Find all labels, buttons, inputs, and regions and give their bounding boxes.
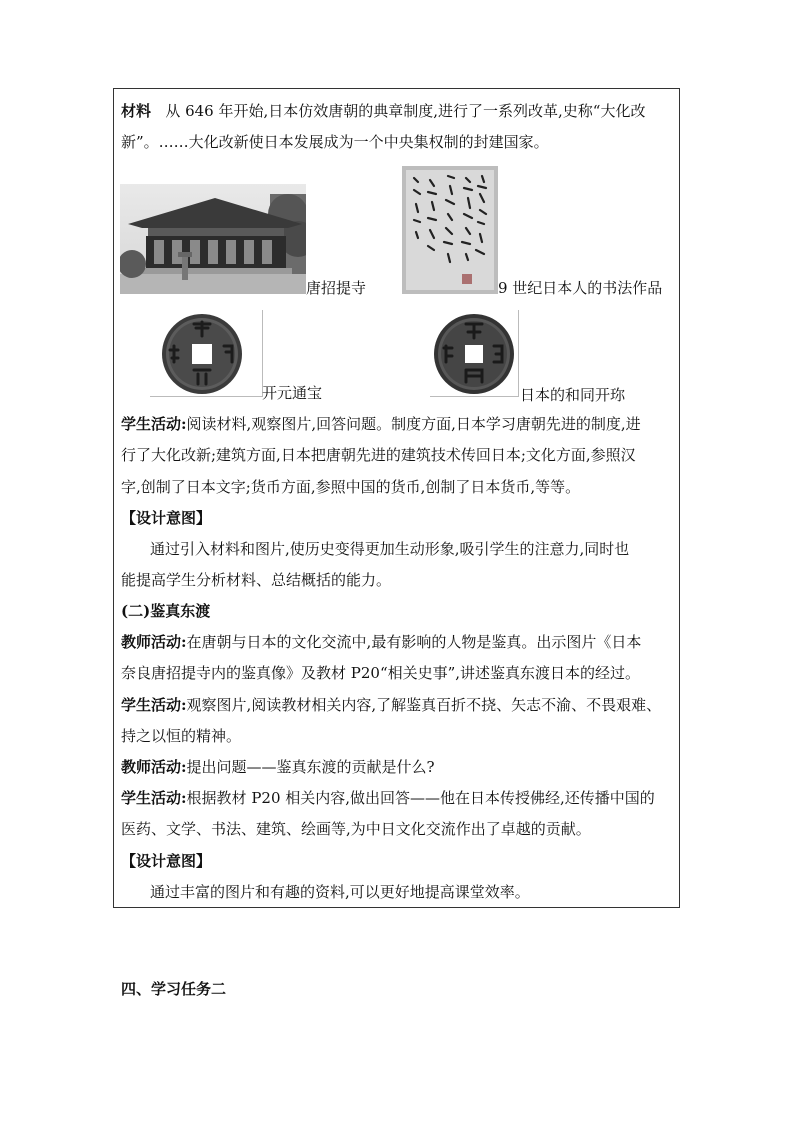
wadokaichin-caption: 日本的和同开珎 bbox=[520, 386, 626, 404]
student-activity-2-line-2: 持之以恒的精神。 bbox=[121, 727, 242, 745]
student-activity-1-text: 阅读材料,观察图片,回答问题。制度方面,日本学习唐朝先进的制度,进 bbox=[186, 415, 641, 433]
student-activity-3-line-1 bbox=[121, 788, 655, 808]
material-line-2: 新”。……大化改新使日本发展成为一个中央集权制的封建国家。 bbox=[121, 133, 549, 151]
teacher-activity-1-text: 在唐朝与日本的文化交流中,最有影响的人物是鉴真。出示图片《日本 bbox=[186, 633, 642, 651]
student-activity-1-line-1 bbox=[121, 414, 641, 434]
teacher-activity-2-line-1 bbox=[121, 757, 435, 777]
teacher-activity-1-line-1 bbox=[121, 632, 641, 652]
design-intent-1-line-1: 通过引入材料和图片,使历史变得更加生动形象,吸引学生的注意力,同时也 bbox=[150, 540, 630, 558]
kaiyuan-coin-photo bbox=[150, 310, 263, 397]
material-text-1: 从 646 年开始,日本仿效唐朝的典章制度,进行了一系列改革,史称“大化改 bbox=[165, 102, 646, 120]
calligraphy-photo bbox=[402, 166, 498, 294]
design-intent-1-title: 【设计意图】 bbox=[121, 509, 212, 527]
student-activity-3-text: 根据教材 P20 相关内容,做出回答——他在日本传授佛经,还传播中国的 bbox=[186, 789, 655, 807]
teacher-activity-2-text: 提出问题——鉴真东渡的贡献是什么? bbox=[186, 758, 435, 776]
student-activity-label: 学生活动: bbox=[121, 789, 187, 807]
student-activity-1-line-2: 行了大化改新;建筑方面,日本把唐朝先进的建筑技术传回日本;文化方面,参照汉 bbox=[121, 446, 636, 464]
design-intent-1-line-2: 能提高学生分析材料、总结概括的能力。 bbox=[121, 571, 392, 589]
wadokaichin-coin-photo bbox=[430, 310, 519, 397]
teacher-activity-1-line-2: 奈良唐招提寺内的鉴真像》及教材 P20“相关史事”,讲述鉴真东渡日本的经过。 bbox=[121, 664, 641, 682]
student-activity-2-line-1 bbox=[121, 695, 661, 715]
student-activity-1-line-3: 字,创制了日本文字;货币方面,参照中国的货币,创制了日本货币,等等。 bbox=[121, 478, 581, 496]
teacher-activity-label: 教师活动: bbox=[121, 633, 187, 651]
student-activity-3-line-2: 医药、文学、书法、建筑、绘画等,为中日文化交流作出了卓越的贡献。 bbox=[121, 820, 591, 838]
design-intent-2-title: 【设计意图】 bbox=[121, 852, 212, 870]
temple-photo bbox=[120, 184, 306, 294]
section-learning-task-2-title: 四、学习任务二 bbox=[121, 980, 227, 998]
calligraphy-caption: 9 世纪日本人的书法作品 bbox=[498, 279, 663, 297]
student-activity-label: 学生活动: bbox=[121, 696, 187, 714]
material-line-1 bbox=[121, 101, 645, 121]
section-jianzhen-title: (二)鉴真东渡 bbox=[121, 602, 211, 620]
temple-caption: 唐招提寺 bbox=[306, 279, 367, 297]
material-label: 材料 bbox=[121, 102, 152, 120]
design-intent-2-line-1: 通过丰富的图片和有趣的资料,可以更好地提高课堂效率。 bbox=[150, 883, 530, 901]
teacher-activity-label: 教师活动: bbox=[121, 758, 187, 776]
student-activity-label: 学生活动: bbox=[121, 415, 187, 433]
kaiyuan-caption: 开元通宝 bbox=[262, 384, 323, 402]
student-activity-2-text: 观察图片,阅读教材相关内容,了解鉴真百折不挠、矢志不渝、不畏艰难、 bbox=[186, 696, 662, 714]
